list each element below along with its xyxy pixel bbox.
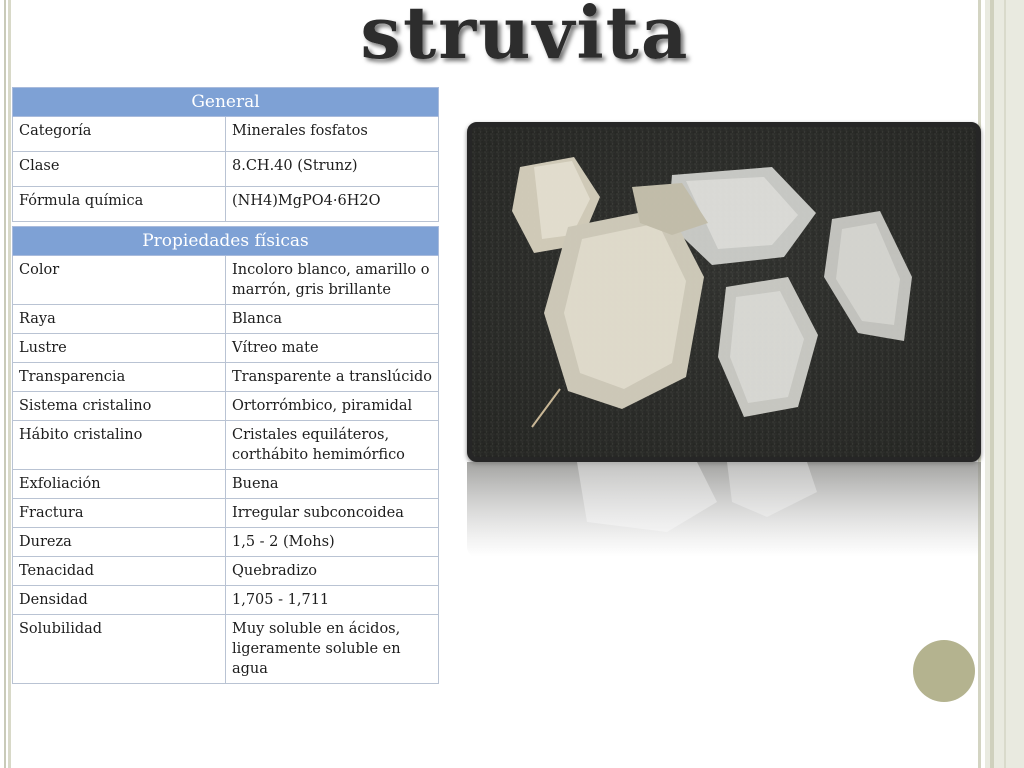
row-value-dureza: 1,5 - 2 (Mohs)	[226, 528, 439, 557]
struvite-crystal-photo	[467, 122, 981, 462]
section-header-propiedades: Propiedades físicas	[13, 227, 439, 256]
frame-line-left-inner	[8, 0, 11, 768]
row-value-sistema-cristalino: Ortorrómbico, piramidal	[226, 392, 439, 421]
row-value-lustre: Vítreo mate	[226, 334, 439, 363]
row-key-solubilidad: Solubilidad	[13, 615, 226, 684]
row-key-densidad: Densidad	[13, 586, 226, 615]
crystal-illustration	[472, 127, 976, 457]
row-value-formula: (NH4)MgPO4·6H2O	[226, 187, 439, 222]
photo-reflection	[467, 462, 981, 557]
decorative-circle	[913, 640, 975, 702]
row-key-dureza: Dureza	[13, 528, 226, 557]
row-value-raya: Blanca	[226, 305, 439, 334]
row-key-habito-cristalino: Hábito cristalino	[13, 421, 226, 470]
row-value-categoria: Minerales fosfatos	[226, 117, 439, 152]
row-key-clase: Clase	[13, 152, 226, 187]
row-value-color: Incoloro blanco, amarillo o marrón, gris brillante	[226, 256, 439, 305]
mineral-info-table	[12, 87, 439, 684]
row-key-fractura: Fractura	[13, 499, 226, 528]
row-value-exfoliacion: Buena	[226, 470, 439, 499]
frame-line-left	[4, 0, 6, 768]
frame-line-right-inner	[990, 0, 994, 768]
row-value-habito-cristalino: Cristales equiláteros, corthábito hemimórfico	[226, 421, 439, 470]
row-key-color: Color	[13, 256, 226, 305]
reflection-shape	[467, 462, 981, 557]
row-key-formula: Fórmula química	[13, 187, 226, 222]
row-key-lustre: Lustre	[13, 334, 226, 363]
section-header-general: General	[13, 88, 439, 117]
row-key-categoria: Categoría	[13, 117, 226, 152]
row-value-densidad: 1,705 - 1,711	[226, 586, 439, 615]
row-key-sistema-cristalino: Sistema cristalino	[13, 392, 226, 421]
row-key-exfoliacion: Exfoliación	[13, 470, 226, 499]
frame-line-right-outer	[1004, 0, 1006, 768]
slide-title: struvita	[360, 0, 690, 75]
row-key-tenacidad: Tenacidad	[13, 557, 226, 586]
row-value-solubilidad: Muy soluble en ácidos, ligeramente soluble en agua	[226, 615, 439, 684]
row-value-fractura: Irregular subconcoidea	[226, 499, 439, 528]
row-value-tenacidad: Quebradizo	[226, 557, 439, 586]
row-value-clase: 8.CH.40 (Strunz)	[226, 152, 439, 187]
row-key-transparencia: Transparencia	[13, 363, 226, 392]
row-value-transparencia: Transparente a translúcido	[226, 363, 439, 392]
row-key-raya: Raya	[13, 305, 226, 334]
